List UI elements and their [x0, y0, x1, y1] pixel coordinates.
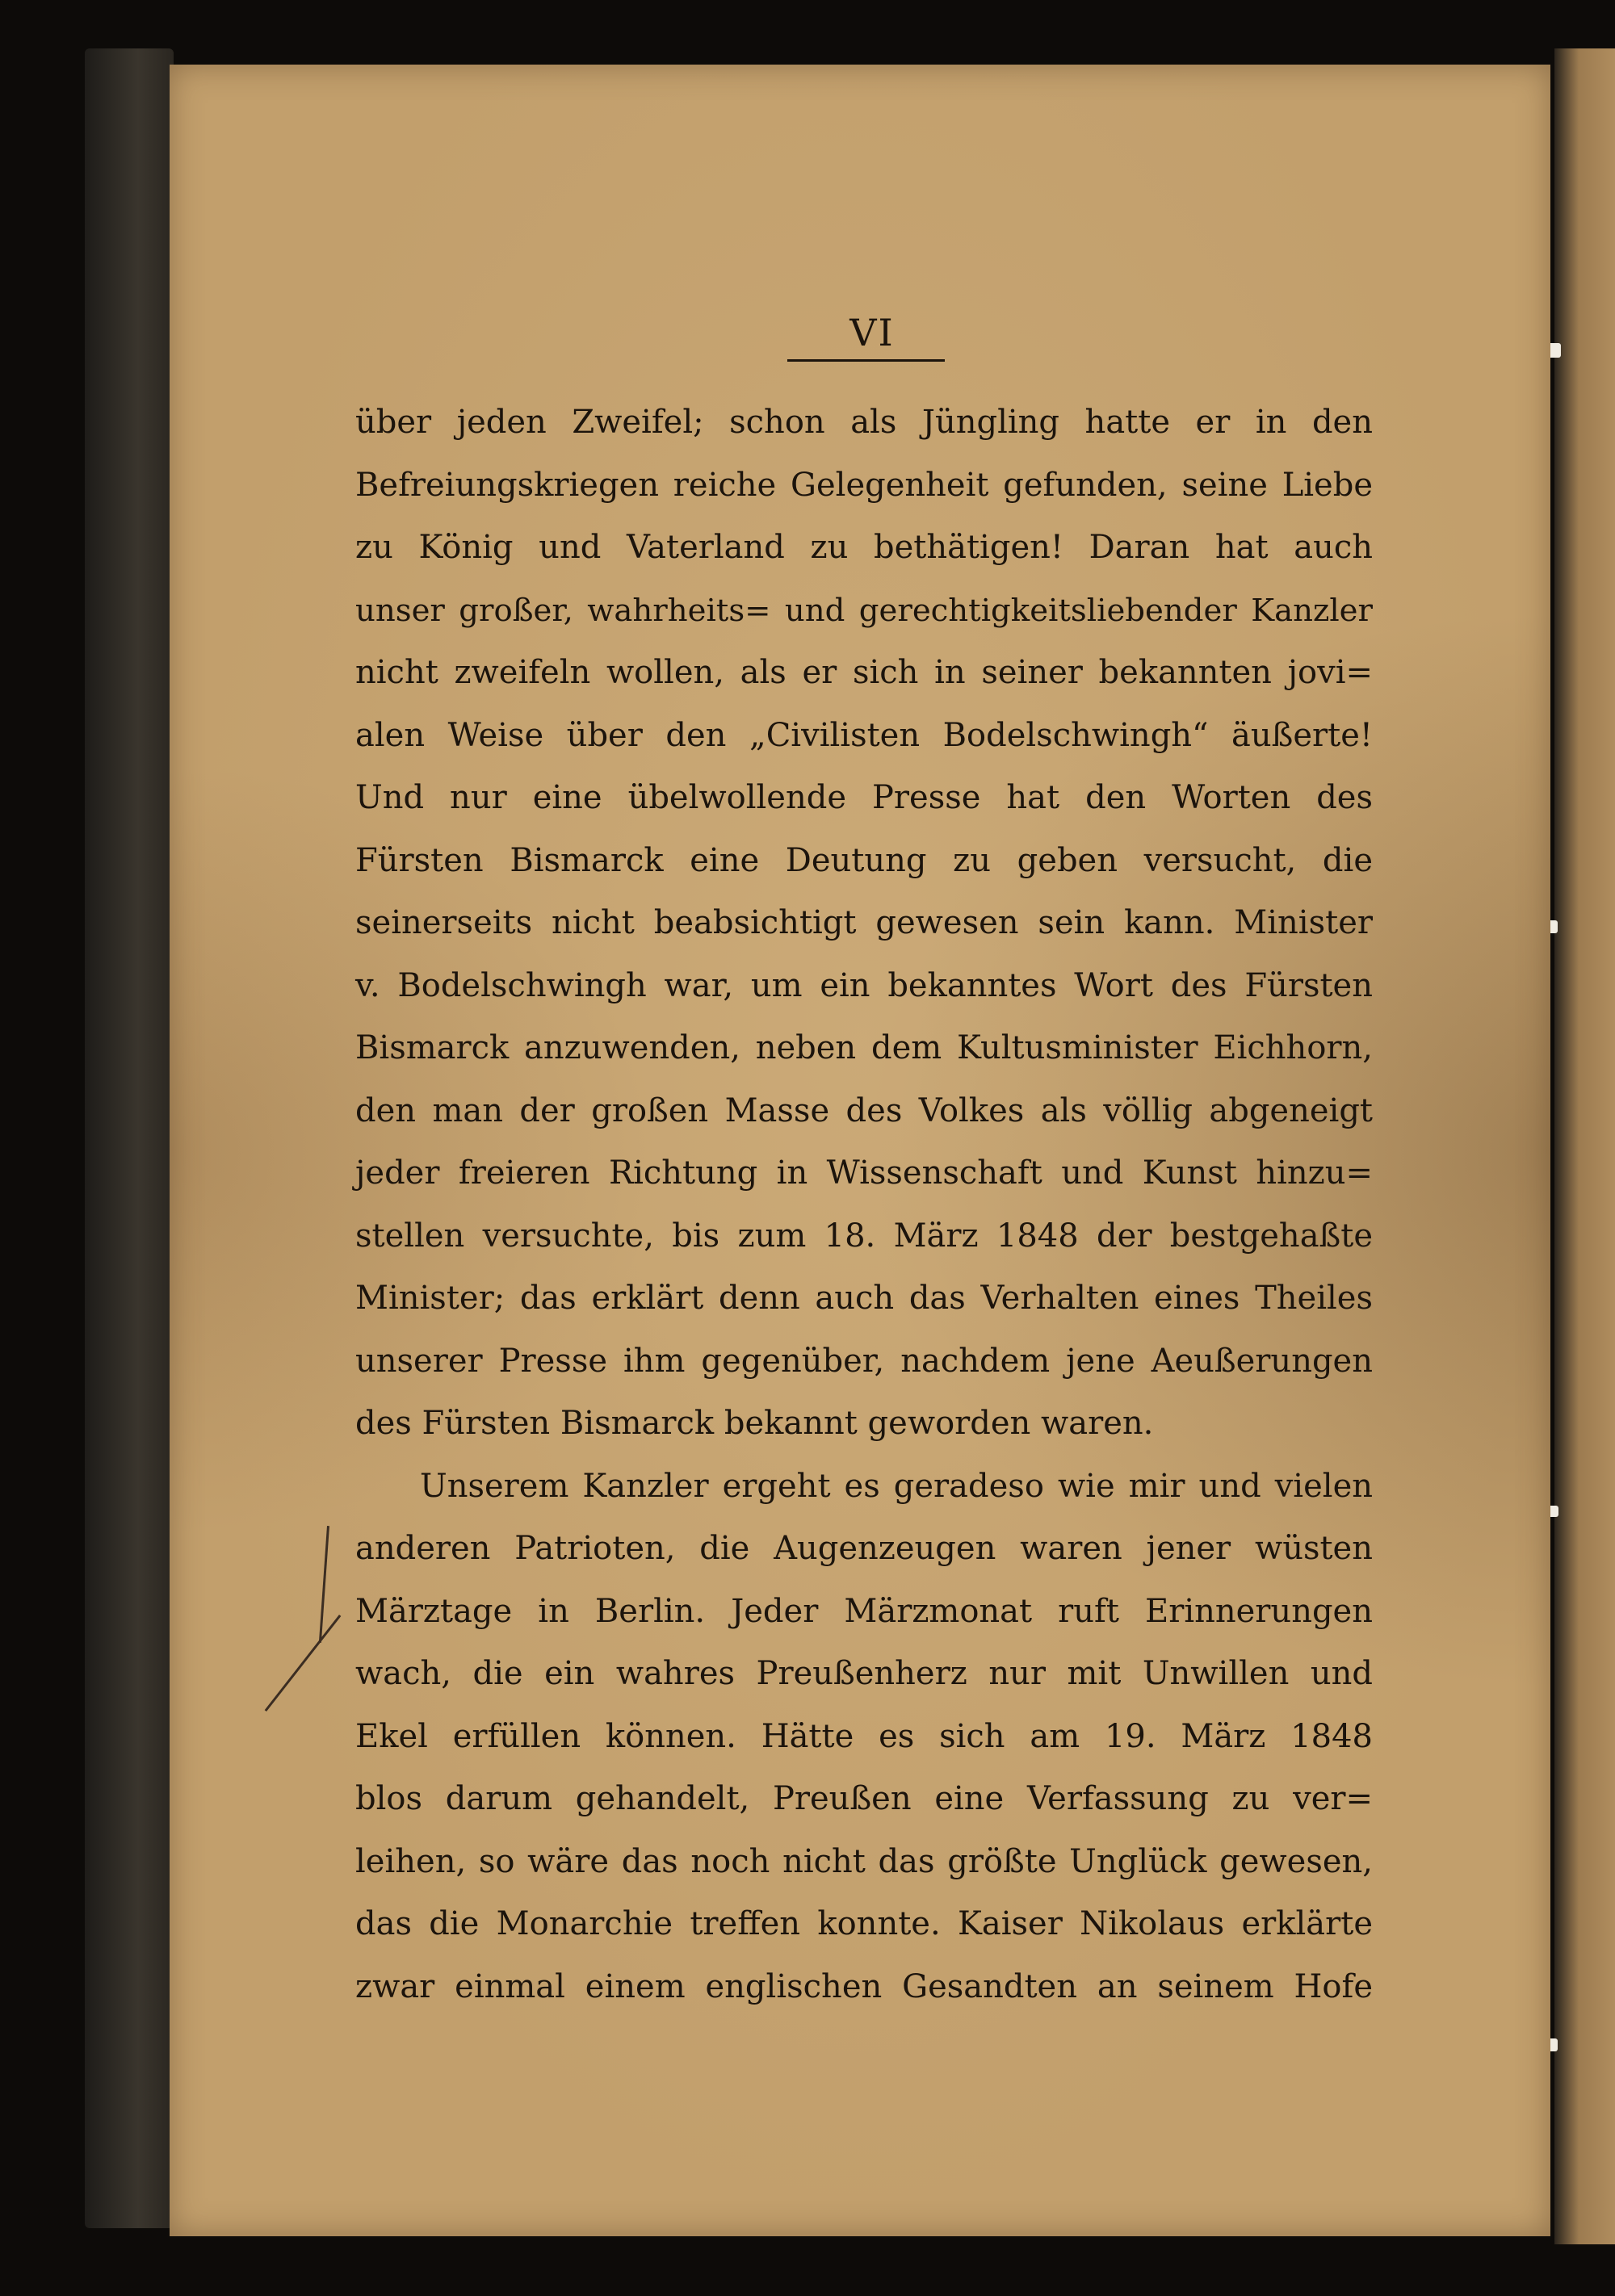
text-line: anderen Patrioten, die Augenzeugen waren jener wüsten	[355, 1530, 1373, 1567]
text-line: Und nur eine übelwollende Presse hat den Worten des	[355, 779, 1373, 816]
text-line: leihen, so wäre das noch nicht das größte Unglück gewesen,	[355, 1842, 1373, 1880]
text-line: zu König und Vaterland zu bethätigen! Daran hat auch	[355, 529, 1373, 566]
text-line: Minister; das erklärt denn auch das Verhalten eines Theiles	[355, 1280, 1373, 1317]
text-line: nicht zweifeln wollen, als er sich in seiner bekannten jovi=	[355, 654, 1373, 691]
body-text	[355, 392, 1373, 2018]
text-line: wach, die ein wahres Preußenherz nur mit Unwillen und	[355, 1655, 1373, 1692]
text-line: Ekel erfüllen können. Hätte es sich am 19. März 1848	[355, 1717, 1373, 1755]
text-line: seinerseits nicht beabsichtigt gewesen sein kann. Minister	[355, 904, 1373, 941]
page-number-rule	[787, 359, 945, 362]
text-line: Märztage in Berlin. Jeder Märzmonat ruft Erinnerungen	[355, 1592, 1373, 1630]
text-line: Unserem Kanzler ergeht es geradeso wie mir und vielen	[420, 1467, 1373, 1505]
text-line: zwar einmal einem englischen Gesandten an seinem Hofe	[355, 1967, 1373, 2005]
text-line: stellen versuchte, bis zum 18. März 1848 der bestgehaßte	[355, 1217, 1373, 1255]
book-binding	[85, 48, 174, 2228]
text-line: Bismarck anzuwenden, neben dem Kultusminister Eichhorn,	[355, 1029, 1373, 1066]
text-line: jeder freieren Richtung in Wissenschaft und Kunst hinzu=	[355, 1154, 1373, 1192]
text-line: v. Bodelschwingh war, um ein bekanntes Wort des Fürsten	[355, 966, 1373, 1004]
page-number: VI	[849, 311, 895, 354]
text-line: unserer Presse ihm gegenüber, nachdem jene Aeußerungen	[355, 1342, 1373, 1380]
text-line: des Fürsten Bismarck bekannt geworden waren.	[355, 1405, 1154, 1442]
text-line: unser großer, wahrheits= und gerechtigkeitsliebender Kanzler	[355, 592, 1373, 629]
text-line: Befreiungskriegen reiche Gelegenheit gefunden, seine Liebe	[355, 466, 1373, 504]
text-line: blos darum gehandelt, Preußen eine Verfassung zu ver=	[355, 1780, 1373, 1817]
text-line: alen Weise über den „Civilisten Bodelschwingh“ äußerte!	[355, 716, 1373, 754]
text-line: über jeden Zweifel; schon als Jüngling hatte er in den	[355, 404, 1373, 441]
facing-page-edge	[1554, 48, 1615, 2244]
text-line: Fürsten Bismarck eine Deutung zu geben versucht, die	[355, 841, 1373, 879]
text-line: das die Monarchie treffen konnte. Kaiser Nikolaus erklärte	[355, 1905, 1373, 1942]
text-line: den man der großen Masse des Volkes als völlig abgeneigt	[355, 1091, 1373, 1129]
